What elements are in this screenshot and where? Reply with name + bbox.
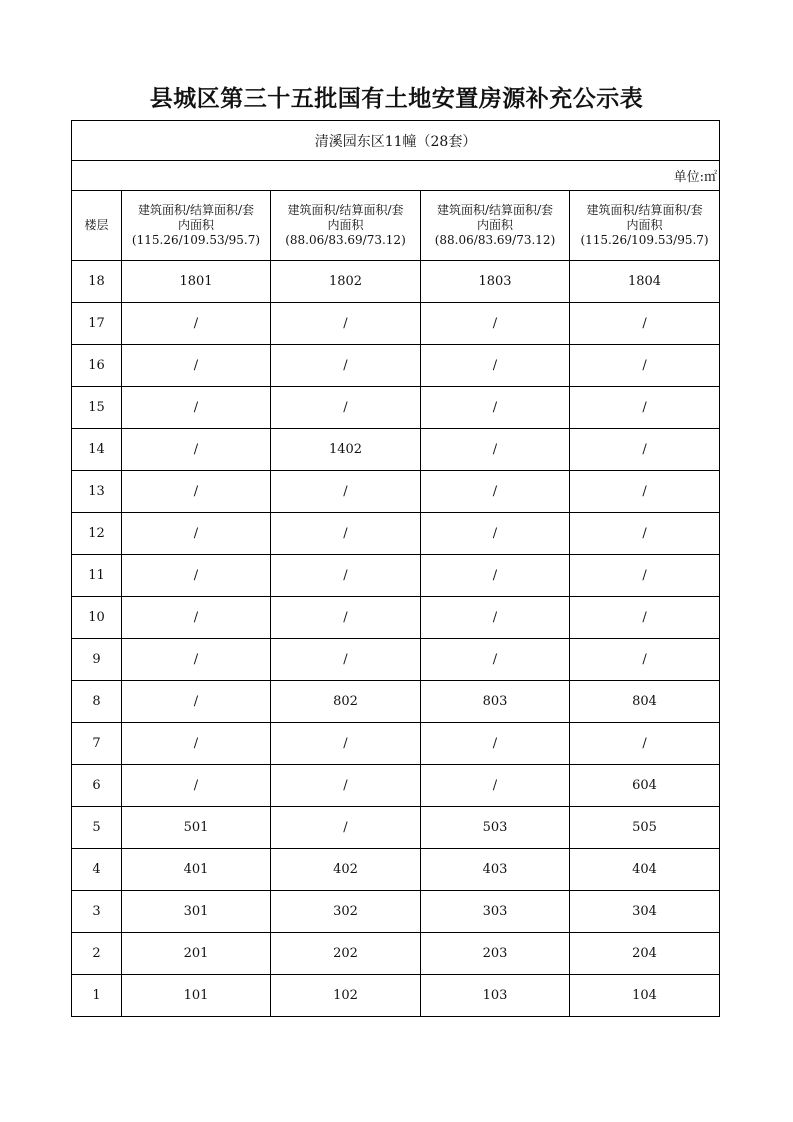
column-header [421, 191, 570, 261]
column-header-line: 内面积 [327, 218, 364, 232]
unit-cell: / [570, 303, 720, 345]
section-title: 清溪园东区11幢（28套） [72, 121, 720, 161]
column-header-area: (88.06/83.69/73.12) [434, 233, 556, 247]
floor-cell: 3 [72, 891, 122, 933]
unit-cell: / [122, 429, 271, 471]
floor-cell: 13 [72, 471, 122, 513]
column-header-area: (88.06/83.69/73.12) [285, 233, 406, 247]
table-row [72, 513, 720, 555]
unit-cell: / [122, 555, 271, 597]
table-row [72, 345, 720, 387]
unit-cell: / [421, 429, 570, 471]
table-row [72, 681, 720, 723]
column-header [271, 191, 421, 261]
floor-cell: 12 [72, 513, 122, 555]
unit-cell: / [421, 303, 570, 345]
table-row [72, 471, 720, 513]
unit-cell: / [421, 513, 570, 555]
table-row [72, 723, 720, 765]
table-row [72, 387, 720, 429]
column-header-line: 内面积 [476, 218, 513, 232]
unit-cell: / [271, 513, 421, 555]
unit-cell: 302 [271, 891, 421, 933]
unit-cell: / [122, 345, 271, 387]
unit-cell: 303 [421, 891, 570, 933]
unit-cell: 802 [271, 681, 421, 723]
unit-cell: 604 [570, 765, 720, 807]
unit-cell: / [122, 681, 271, 723]
column-header-line: 内面积 [177, 218, 214, 232]
header-row [72, 191, 720, 261]
unit-cell: 101 [122, 975, 271, 1017]
unit-cell: 104 [570, 975, 720, 1017]
unit-cell: / [570, 513, 720, 555]
unit-cell: 803 [421, 681, 570, 723]
table-row [72, 555, 720, 597]
table-row [72, 639, 720, 681]
floor-cell: 6 [72, 765, 122, 807]
unit-cell: 201 [122, 933, 271, 975]
table-row [72, 765, 720, 807]
unit-cell: 501 [122, 807, 271, 849]
unit-cell: / [122, 387, 271, 429]
unit-cell: / [570, 471, 720, 513]
unit-cell: 204 [570, 933, 720, 975]
table-row [72, 891, 720, 933]
unit-cell: 301 [122, 891, 271, 933]
unit-cell: 403 [421, 849, 570, 891]
unit-cell: 1802 [271, 261, 421, 303]
unit-cell: / [271, 387, 421, 429]
unit-cell: / [570, 639, 720, 681]
unit-cell: / [421, 639, 570, 681]
floor-cell: 4 [72, 849, 122, 891]
column-header [122, 191, 271, 261]
floor-header: 楼层 [72, 191, 122, 261]
floor-cell: 7 [72, 723, 122, 765]
unit-cell: / [570, 429, 720, 471]
unit-cell: 103 [421, 975, 570, 1017]
floor-cell: 16 [72, 345, 122, 387]
table-row [72, 933, 720, 975]
unit-cell: / [421, 765, 570, 807]
unit-cell: 804 [570, 681, 720, 723]
floor-cell: 2 [72, 933, 122, 975]
floor-cell: 14 [72, 429, 122, 471]
floor-cell: 5 [72, 807, 122, 849]
floor-cell: 9 [72, 639, 122, 681]
unit-cell: 203 [421, 933, 570, 975]
unit-cell: / [271, 303, 421, 345]
unit-cell: / [122, 471, 271, 513]
unit-cell: / [122, 513, 271, 555]
unit-cell: / [271, 639, 421, 681]
unit-cell: / [271, 807, 421, 849]
floor-cell: 1 [72, 975, 122, 1017]
unit-cell: / [421, 723, 570, 765]
floor-cell: 18 [72, 261, 122, 303]
unit-cell: / [421, 387, 570, 429]
table-row [72, 303, 720, 345]
unit-cell: / [570, 597, 720, 639]
unit-cell: / [570, 345, 720, 387]
table-row [72, 597, 720, 639]
floor-cell: 8 [72, 681, 122, 723]
unit-cell: / [122, 723, 271, 765]
column-header-line: 建筑面积/结算面积/套 [137, 203, 255, 217]
column-header-line: 建筑面积/结算面积/套 [287, 203, 404, 217]
table-row [72, 849, 720, 891]
page-title: 县城区第三十五批国有土地安置房源补充公示表 [149, 85, 644, 112]
unit-cell: / [421, 471, 570, 513]
floor-cell: 11 [72, 555, 122, 597]
unit-cell: 202 [271, 933, 421, 975]
unit-cell: 1402 [271, 429, 421, 471]
column-header-area: (115.26/109.53/95.7) [131, 233, 261, 247]
unit-cell: 304 [570, 891, 720, 933]
unit-cell: 402 [271, 849, 421, 891]
unit-row [72, 161, 720, 191]
unit-cell: / [421, 345, 570, 387]
unit-cell: 102 [271, 975, 421, 1017]
unit-cell: / [122, 597, 271, 639]
table-row [72, 975, 720, 1017]
unit-cell: / [122, 303, 271, 345]
floor-cell: 17 [72, 303, 122, 345]
column-header-line: 建筑面积/结算面积/套 [436, 203, 554, 217]
unit-cell: / [271, 765, 421, 807]
floor-cell: 10 [72, 597, 122, 639]
column-header-line: 建筑面积/结算面积/套 [586, 203, 703, 217]
unit-cell: 1803 [421, 261, 570, 303]
unit-cell: / [271, 597, 421, 639]
column-header-area: (115.26/109.53/95.7) [580, 233, 709, 247]
table-row [72, 261, 720, 303]
unit-cell: / [570, 555, 720, 597]
unit-cell: / [421, 597, 570, 639]
floor-cell: 15 [72, 387, 122, 429]
unit-cell: 1801 [122, 261, 271, 303]
unit-cell: / [271, 345, 421, 387]
column-header-line: 内面积 [626, 218, 663, 232]
unit-cell: 503 [421, 807, 570, 849]
unit-cell: 1804 [570, 261, 720, 303]
unit-cell: 401 [122, 849, 271, 891]
unit-cell: 505 [570, 807, 720, 849]
unit-cell: / [570, 723, 720, 765]
unit-cell: / [271, 555, 421, 597]
unit-cell: / [271, 723, 421, 765]
unit-label: 单位:㎡ [72, 161, 720, 191]
unit-cell: / [421, 555, 570, 597]
housing-table [71, 120, 720, 1017]
unit-cell: 404 [570, 849, 720, 891]
table-row [72, 807, 720, 849]
unit-cell: / [122, 765, 271, 807]
unit-cell: / [570, 387, 720, 429]
unit-cell: / [271, 471, 421, 513]
table-row [72, 429, 720, 471]
column-header [570, 191, 720, 261]
section-row [72, 121, 720, 161]
unit-cell: / [122, 639, 271, 681]
